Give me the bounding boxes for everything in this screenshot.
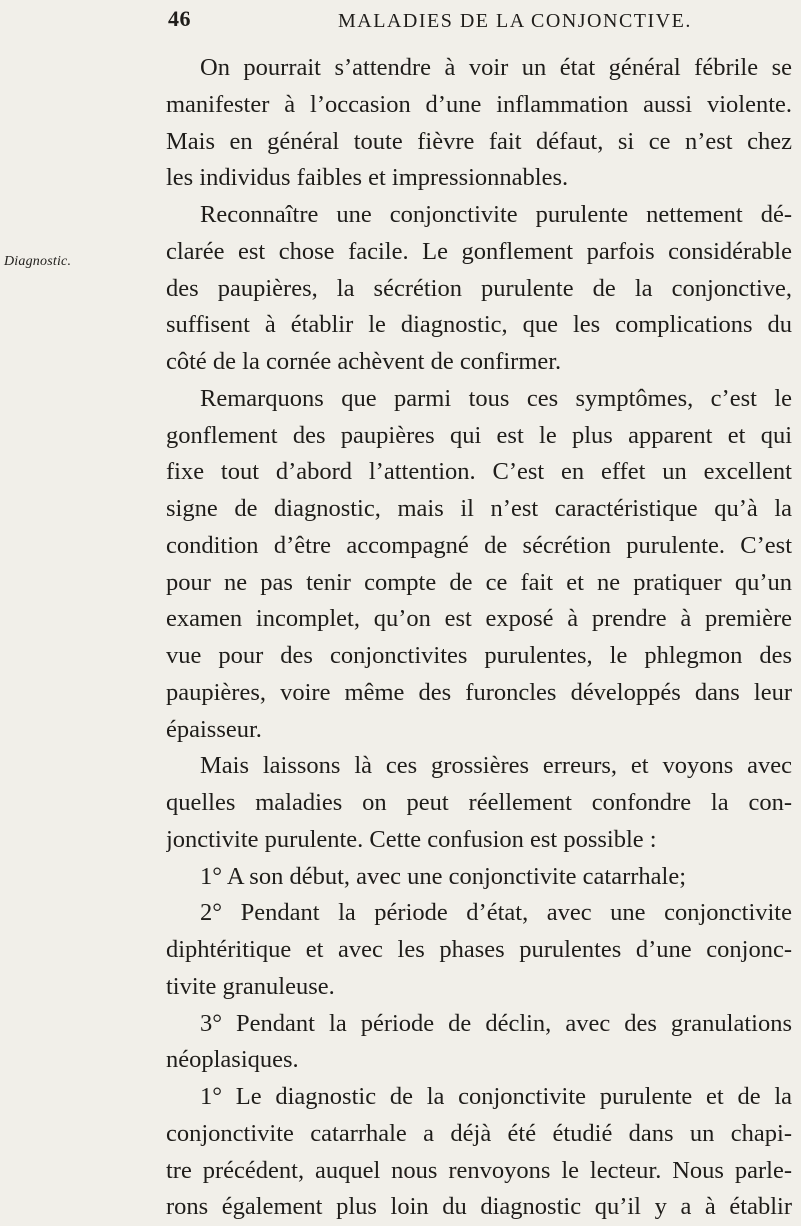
text-line: Mais en général toute fièvre fait défaut, si ce n’est chez — [166, 127, 792, 155]
text-line: 3° Pendant la période de déclin, avec des granulations — [200, 1009, 792, 1037]
text-line: manifester à l’occasion d’une inflammation aussi violente. — [166, 90, 792, 118]
text-line: suffisent à établir le diagnostic, que les complications du — [166, 311, 792, 339]
text-line: examen incomplet, qu’on est exposé à prendre à première — [166, 605, 792, 633]
body-text — [166, 50, 792, 1226]
text-line: vue pour des conjonctivites purulentes, le phlegmon des — [166, 642, 792, 669]
text-line: tivite granuleuse. — [166, 972, 335, 1000]
text-line: fixe tout d’abord l’attention. C’est en effet un excellent — [166, 458, 792, 486]
text-line: clarée est chose facile. Le gonflement parfois considérable — [166, 237, 792, 265]
text-line: néoplasiques. — [166, 1046, 299, 1074]
text-line: conjonctivite catarrhale a déjà été étudié dans un chapi- — [166, 1119, 792, 1147]
text-line: gonflement des paupières qui est le plus apparent et qui — [166, 421, 792, 449]
text-line: 1° A son début, avec une conjonctivite catarrhale; — [200, 862, 687, 890]
text-line: les individus faibles et impressionnables. — [166, 164, 569, 192]
text-line: 2° Pendant la période d’état, avec une conjonctivite — [200, 899, 792, 927]
text-line: 1° Le diagnostic de la conjonctivite purulente et de la — [200, 1083, 792, 1110]
text-line: quelles maladies on peut réellement confondre la con- — [166, 789, 792, 816]
text-line: Mais laissons là ces grossières erreurs, et voyons avec — [200, 752, 792, 780]
text-line: Remarquons que parmi tous ces symptômes, c’est le — [200, 384, 792, 412]
text-line: paupières, voire même des furoncles développés dans leur — [166, 678, 792, 706]
text-line: épaisseur. — [166, 715, 262, 743]
text-line: diphtéritique et avec les phases purulentes d’une conjonc- — [166, 936, 792, 963]
text-line: jonctivite purulente. Cette confusion est possible : — [166, 825, 657, 853]
page-header — [0, 4, 801, 44]
running-head: MALADIES DE LA CONJONCTIVE. — [338, 10, 692, 32]
margin-note-diagnostic: Diagnostic. — [4, 254, 72, 269]
text-line: signe de diagnostic, mais il n’est caractéristique qu’à la — [166, 495, 792, 522]
text-line: Reconnaître une conjonctivite purulente nettement dé- — [200, 201, 792, 228]
text-line: condition d’être accompagné de sécrétion purulente. C’est — [166, 531, 792, 559]
text-line: On pourrait s’attendre à voir un état général fébrile se — [200, 54, 792, 81]
text-line: tre précédent, auquel nous renvoyons le lecteur. Nous parle- — [166, 1156, 792, 1184]
text-line: côté de la cornée achèvent de confirmer. — [166, 348, 562, 375]
page-number: 46 — [168, 6, 191, 31]
text-line: pour ne pas tenir compte de ce fait et ne pratiquer qu’un — [166, 568, 792, 596]
text-line: rons également plus loin du diagnostic qu’il y a à établir — [166, 1193, 792, 1221]
text-line: des paupières, la sécrétion purulente de la conjonctive, — [166, 274, 792, 302]
